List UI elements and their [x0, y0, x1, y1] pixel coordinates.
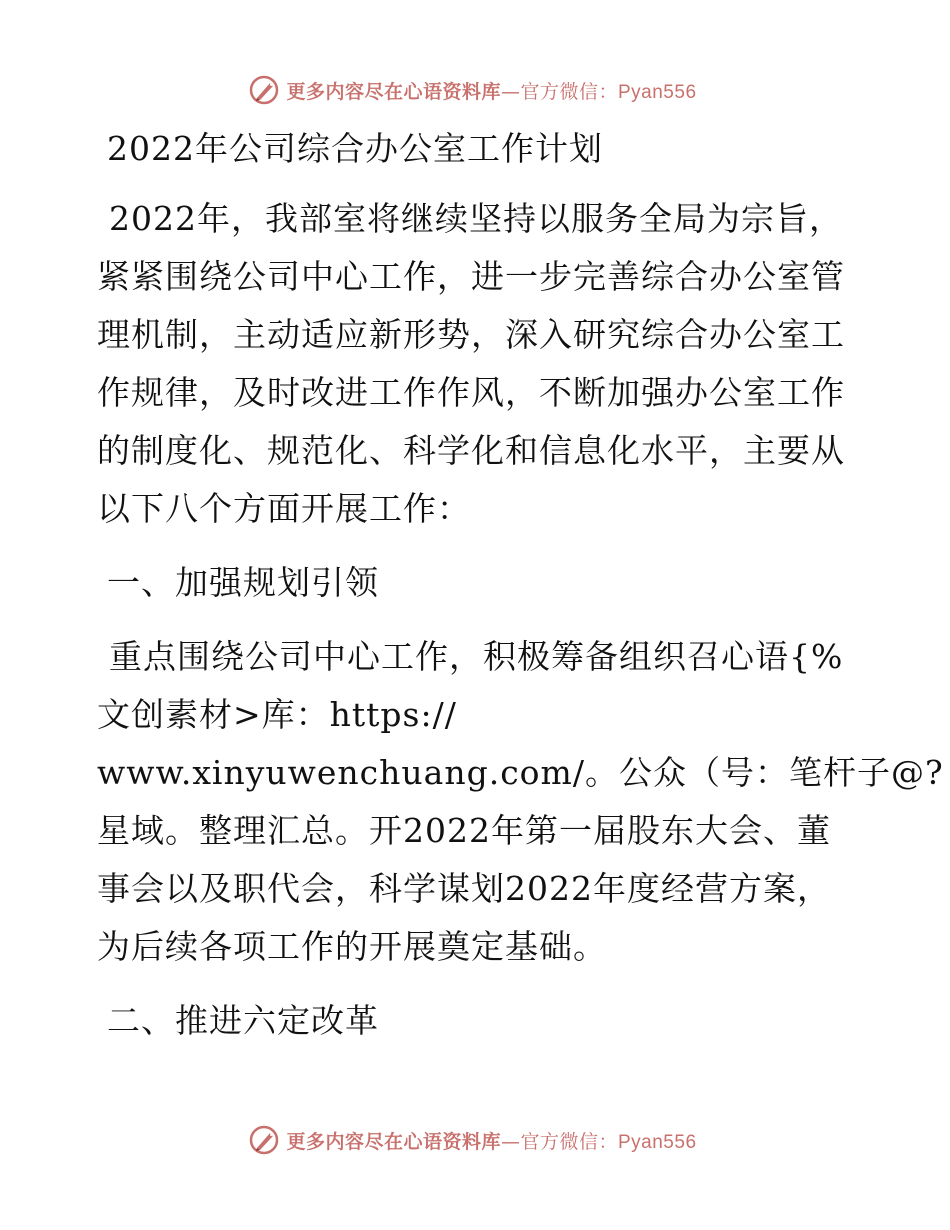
watermark-wechat-label: 官方微信： — [520, 1130, 618, 1153]
document-title: 2022年公司综合办公室工作计划 — [107, 129, 603, 168]
text-line: 重点围绕公司中心工作，积极筹备组织召心语{% — [109, 637, 844, 676]
text-line: 星域。整理汇总。开2022年第一届股东大会、董 — [97, 811, 831, 850]
watermark-wechat-id: Pyan556 — [618, 81, 697, 103]
text-line: 作规律，及时改进工作作风，不断加强办公室工作 — [97, 373, 845, 412]
header-watermark — [0, 70, 950, 110]
section1-paragraph — [97, 628, 944, 976]
watermark-text: 更多内容尽在心语资料库 — [286, 80, 501, 103]
text-line: www.xinyuwenchuang.com/。公众（号：笔杆子@? — [97, 753, 944, 792]
text-line: 为后续各项工作的开展奠定基础。 — [97, 927, 607, 966]
text-line: 事会以及职代会，科学谋划2022年度经营方案， — [97, 869, 831, 908]
watermark-wechat-id: Pyan556 — [618, 1131, 697, 1153]
text-line: 紧紧围绕公司中心工作，进一步完善综合办公室管 — [97, 257, 845, 296]
text-line: 以下八个方面开展工作： — [97, 489, 471, 528]
pen-logo-icon — [248, 74, 280, 106]
watermark-text: 更多内容尽在心语资料库 — [286, 1130, 501, 1153]
document-body — [97, 120, 944, 1066]
watermark-wechat-label: 官方微信： — [520, 80, 618, 103]
text-line: 文创素材>库：https:// — [97, 695, 457, 734]
pen-logo-icon — [248, 1124, 280, 1156]
watermark-dash: — — [500, 1130, 521, 1153]
text-line: 的制度化、规范化、科学化和信息化水平，主要从 — [97, 431, 845, 470]
text-line: 理机制，主动适应新形势，深入研究综合办公室工 — [97, 315, 845, 354]
intro-paragraph — [97, 190, 857, 538]
watermark-dash: — — [500, 80, 521, 103]
footer-watermark — [0, 1120, 950, 1160]
section-heading-2: 二、推进六定改革 — [107, 1001, 379, 1040]
section-heading-1: 一、加强规划引领 — [107, 563, 379, 602]
text-line: 2022年，我部室将继续坚持以服务全局为宗旨， — [109, 199, 843, 238]
